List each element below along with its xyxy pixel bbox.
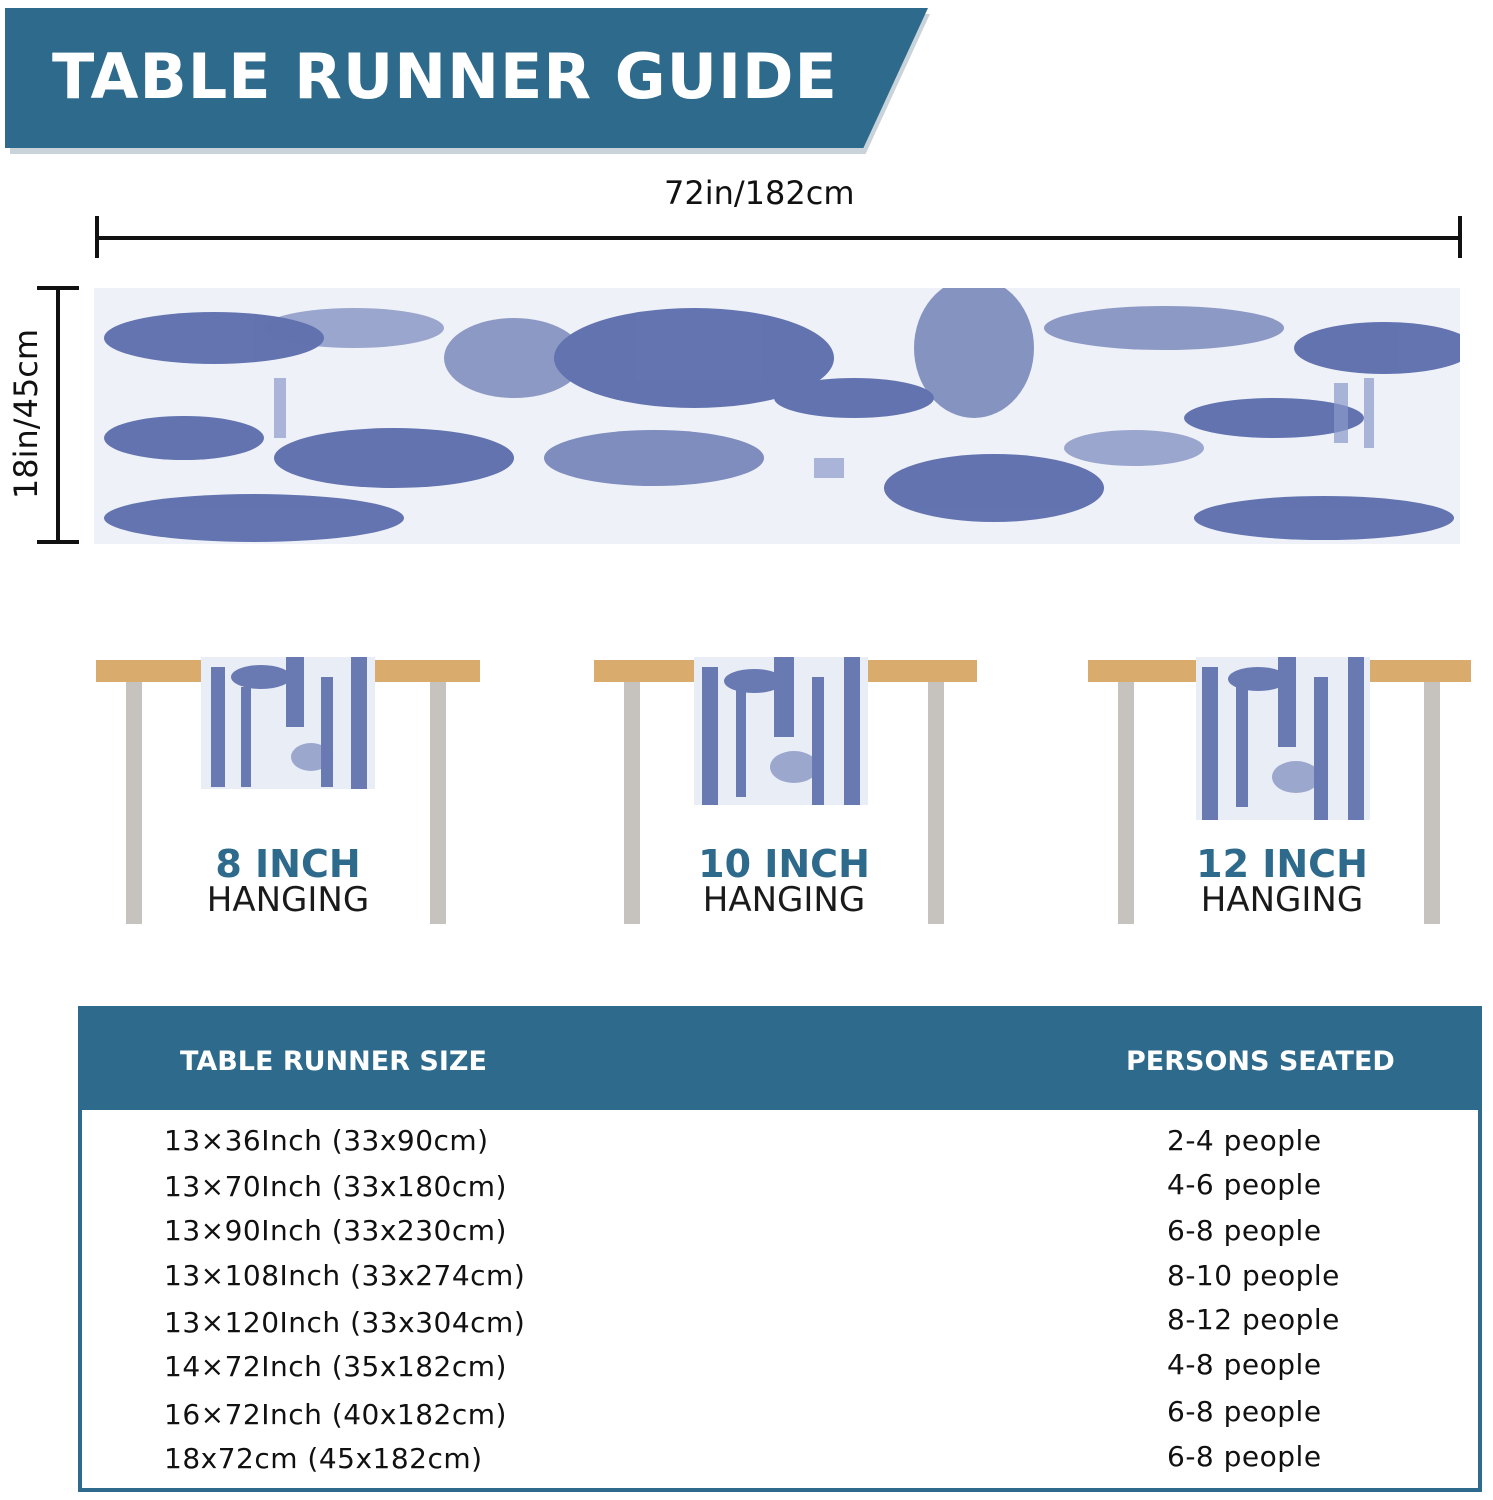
hanging-runner-12in	[1196, 657, 1370, 820]
persons-cell: 8-10 people	[1167, 1259, 1340, 1292]
persons-cell: 6-8 people	[1167, 1395, 1322, 1428]
hanging-label-8in: HANGING	[206, 880, 370, 920]
size-cell: 14×72Inch (35x182cm)	[164, 1350, 507, 1383]
hanging-size-12in: 12 INCH	[1196, 842, 1368, 886]
persons-cell: 4-6 people	[1167, 1168, 1322, 1201]
size-cell: 13×120Inch (33x304cm)	[164, 1306, 526, 1339]
hanging-label-10in: HANGING	[702, 880, 866, 920]
size-cell: 13×36Inch (33x90cm)	[164, 1124, 489, 1157]
persons-cell: 8-12 people	[1167, 1303, 1340, 1336]
landscape-pattern-image	[94, 288, 1460, 544]
size-cell: 18x72cm (45x182cm)	[164, 1442, 483, 1475]
hanging-runner-8in	[201, 657, 375, 789]
hanging-label-12in: HANGING	[1200, 880, 1364, 920]
persons-cell: 4-8 people	[1167, 1348, 1322, 1381]
size-cell: 13×90Inch (33x230cm)	[164, 1214, 507, 1247]
size-cell: 16×72Inch (40x182cm)	[164, 1398, 507, 1431]
persons-cell: 6-8 people	[1167, 1214, 1322, 1247]
persons-cell: 6-8 people	[1167, 1440, 1322, 1473]
height-dimension-cap-top	[37, 286, 79, 290]
runner-pattern-image	[1196, 657, 1370, 820]
width-dimension-cap-left	[95, 216, 99, 258]
hanging-size-10in: 10 INCH	[698, 842, 870, 886]
height-dimension-label: 18in/45cm	[7, 328, 45, 500]
table-runner-image	[94, 288, 1460, 544]
height-dimension-line	[56, 288, 60, 544]
width-dimension-label: 72in/182cm	[664, 174, 855, 212]
width-dimension-cap-right	[1458, 216, 1462, 258]
persons-cell: 2-4 people	[1167, 1124, 1322, 1157]
size-cell: 13×70Inch (33x180cm)	[164, 1170, 507, 1203]
width-dimension-line	[96, 236, 1462, 240]
size-table	[78, 1006, 1482, 1492]
persons-column-header: PERSONS SEATED	[1126, 1046, 1395, 1077]
hanging-size-8in: 8 INCH	[215, 842, 361, 886]
hanging-runner-10in	[694, 657, 868, 805]
size-column-header: TABLE RUNNER SIZE	[180, 1046, 487, 1077]
page-title: TABLE RUNNER GUIDE	[52, 40, 838, 113]
runner-pattern-image	[694, 657, 868, 805]
height-dimension-cap-bottom	[37, 540, 79, 544]
size-cell: 13×108Inch (33x274cm)	[164, 1259, 526, 1292]
runner-pattern-image	[201, 657, 375, 789]
